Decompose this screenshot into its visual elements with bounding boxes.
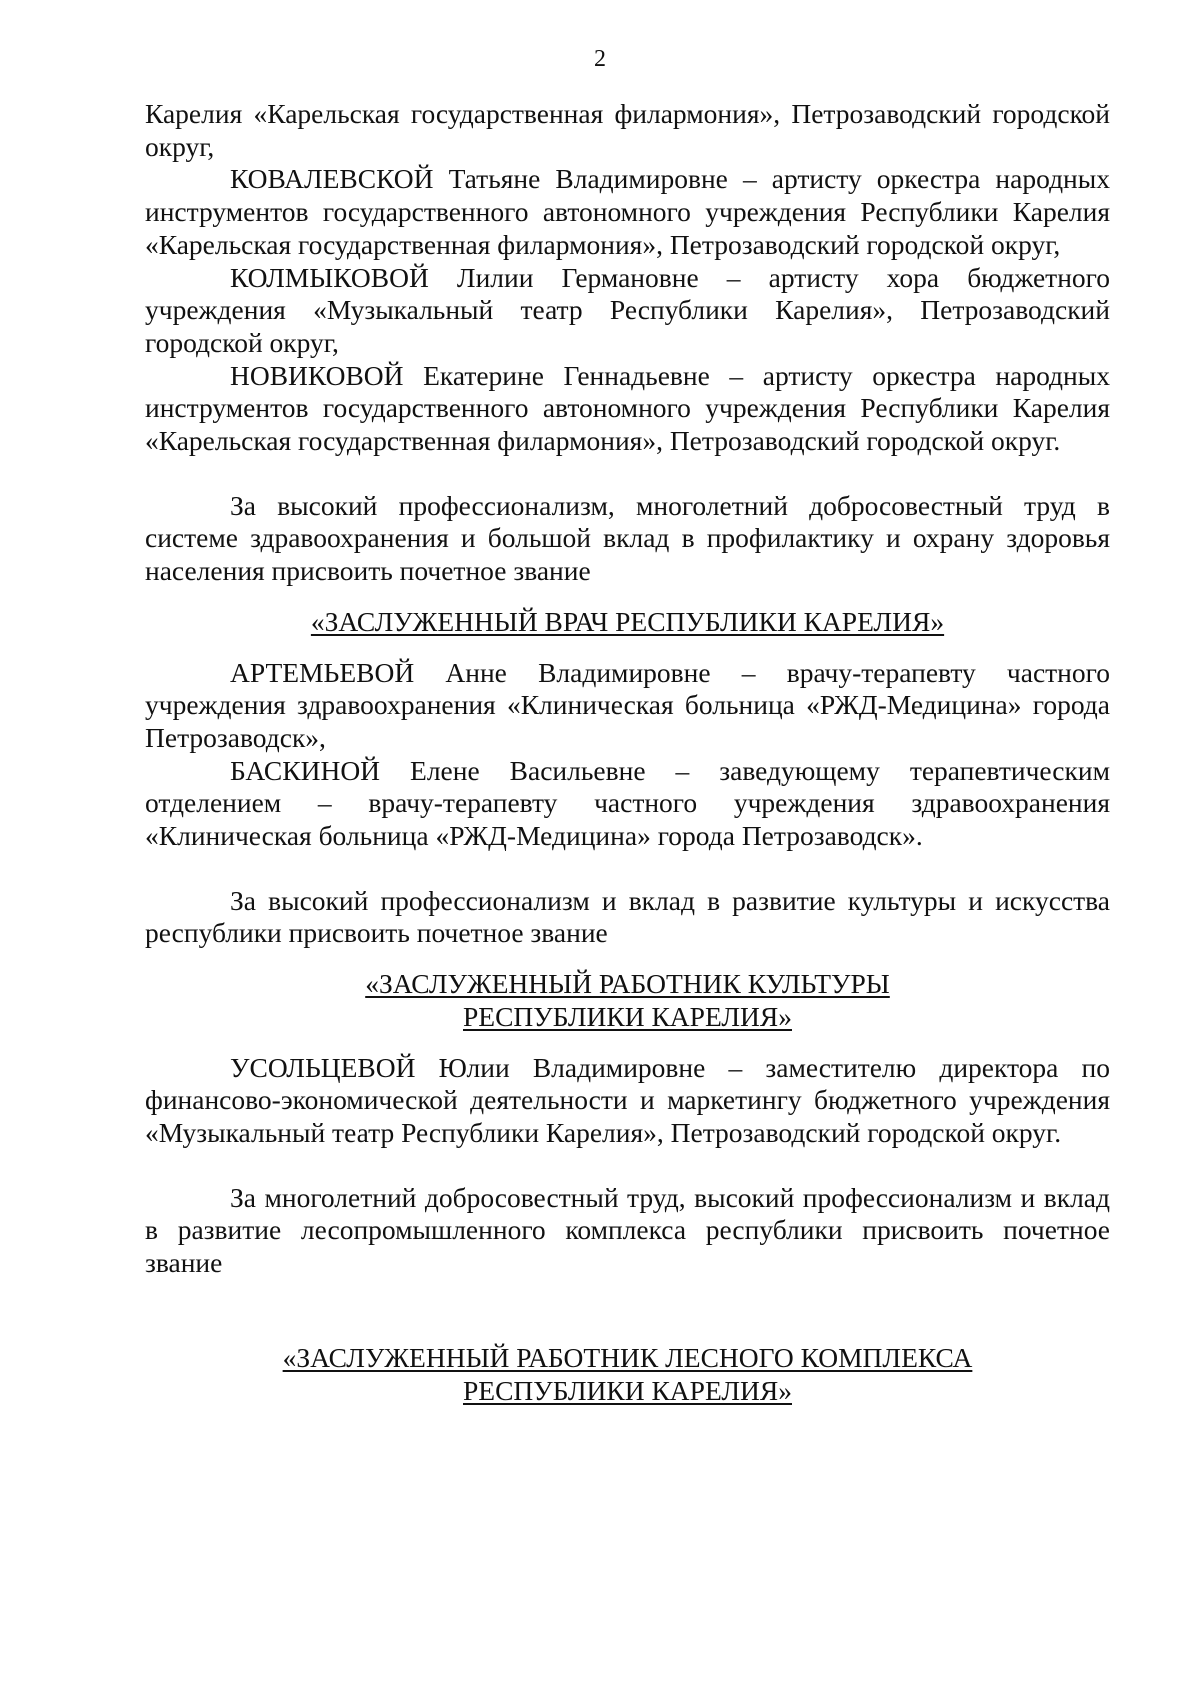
award-recipient-artemyeva: АРТЕМЬЕВОЙ Анне Владимировне – врачу-терапевту частного учреждения здравоохранения «Клиническая больница «РЖД-Медицина» города Петрозаводск», bbox=[145, 656, 1110, 753]
culture-worker-award-title-line-1: «ЗАСЛУЖЕННЫЙ РАБОТНИК КУЛЬТУРЫ bbox=[365, 968, 890, 1000]
paragraph-spacer bbox=[145, 458, 1110, 490]
award-recipient-usoltseva: УСОЛЬЦЕВОЙ Юлии Владимировне – заместителю директора по финансово-экономической деятельности и маркетингу бюджетного учреждения «Музыкальный театр Республики Карелия», Петрозаводский городской округ. bbox=[145, 1051, 1110, 1148]
paragraph-spacer bbox=[145, 588, 1110, 606]
paragraph-spacer bbox=[145, 1280, 1110, 1342]
paragraph-spacer bbox=[145, 639, 1110, 657]
culture-worker-award-title-line-2: РЕСПУБЛИКИ КАРЕЛИЯ» bbox=[463, 1000, 792, 1032]
forest-award-title-line-2: РЕСПУБЛИКИ КАРЕЛИЯ» bbox=[463, 1374, 792, 1406]
paragraph-spacer bbox=[145, 950, 1110, 968]
paragraph-spacer bbox=[145, 1150, 1110, 1182]
paragraph-spacer bbox=[145, 853, 1110, 885]
document-body bbox=[145, 98, 1110, 1407]
forest-award-preamble: За многолетний добросовестный труд, высокий профессионализм и вклад в развитие лесопромышленного комплекса республики присвоить почетное звание bbox=[145, 1181, 1110, 1279]
doctor-award-title: «ЗАСЛУЖЕННЫЙ ВРАЧ РЕСПУБЛИКИ КАРЕЛИЯ» bbox=[310, 605, 945, 637]
paragraph-spacer bbox=[145, 1034, 1110, 1052]
intro-continuation: Карелия «Карельская государственная филармония», Петрозаводский городской округ, bbox=[145, 98, 1110, 162]
award-recipient-kovalevskaya: КОВАЛЕВСКОЙ Татьяне Владимировне – артисту оркестра народных инструментов государственного автономного учреждения Республики Карелия «Карельская государственная филармония», Петрозаводский городской округ, bbox=[145, 163, 1110, 260]
forest-award-title-line-1: «ЗАСЛУЖЕННЫЙ РАБОТНИК ЛЕСНОГО КОМПЛЕКСА bbox=[282, 1341, 973, 1373]
award-recipient-baskina: БАСКИНОЙ Елене Васильевне – заведующему терапевтическим отделением – врачу-терапевту частного учреждения здравоохранения «Клиническая больница «РЖД-Медицина» города Петрозаводск». bbox=[145, 754, 1110, 852]
culture-worker-award-preamble: За высокий профессионализм и вклад в развитие культуры и искусства республики присвоить почетное звание bbox=[145, 884, 1110, 949]
award-recipient-novikova: НОВИКОВОЙ Екатерине Геннадьевне – артисту оркестра народных инструментов государственного автономного учреждения Республики Карелия «Карельская государственная филармония», Петрозаводский городской округ. bbox=[145, 359, 1110, 457]
award-recipient-kolmykova: КОЛМЫКОВОЙ Лилии Германовне – артисту хора бюджетного учреждения «Музыкальный театр Республики Карелия», Петрозаводский городской округ, bbox=[145, 261, 1110, 358]
page-number: 2 bbox=[594, 46, 606, 72]
doctor-award-preamble: За высокий профессионализм, многолетний добросовестный труд в системе здравоохранения и большой вклад в профилактику и охрану здоровья населения присвоить почетное звание bbox=[145, 489, 1110, 587]
